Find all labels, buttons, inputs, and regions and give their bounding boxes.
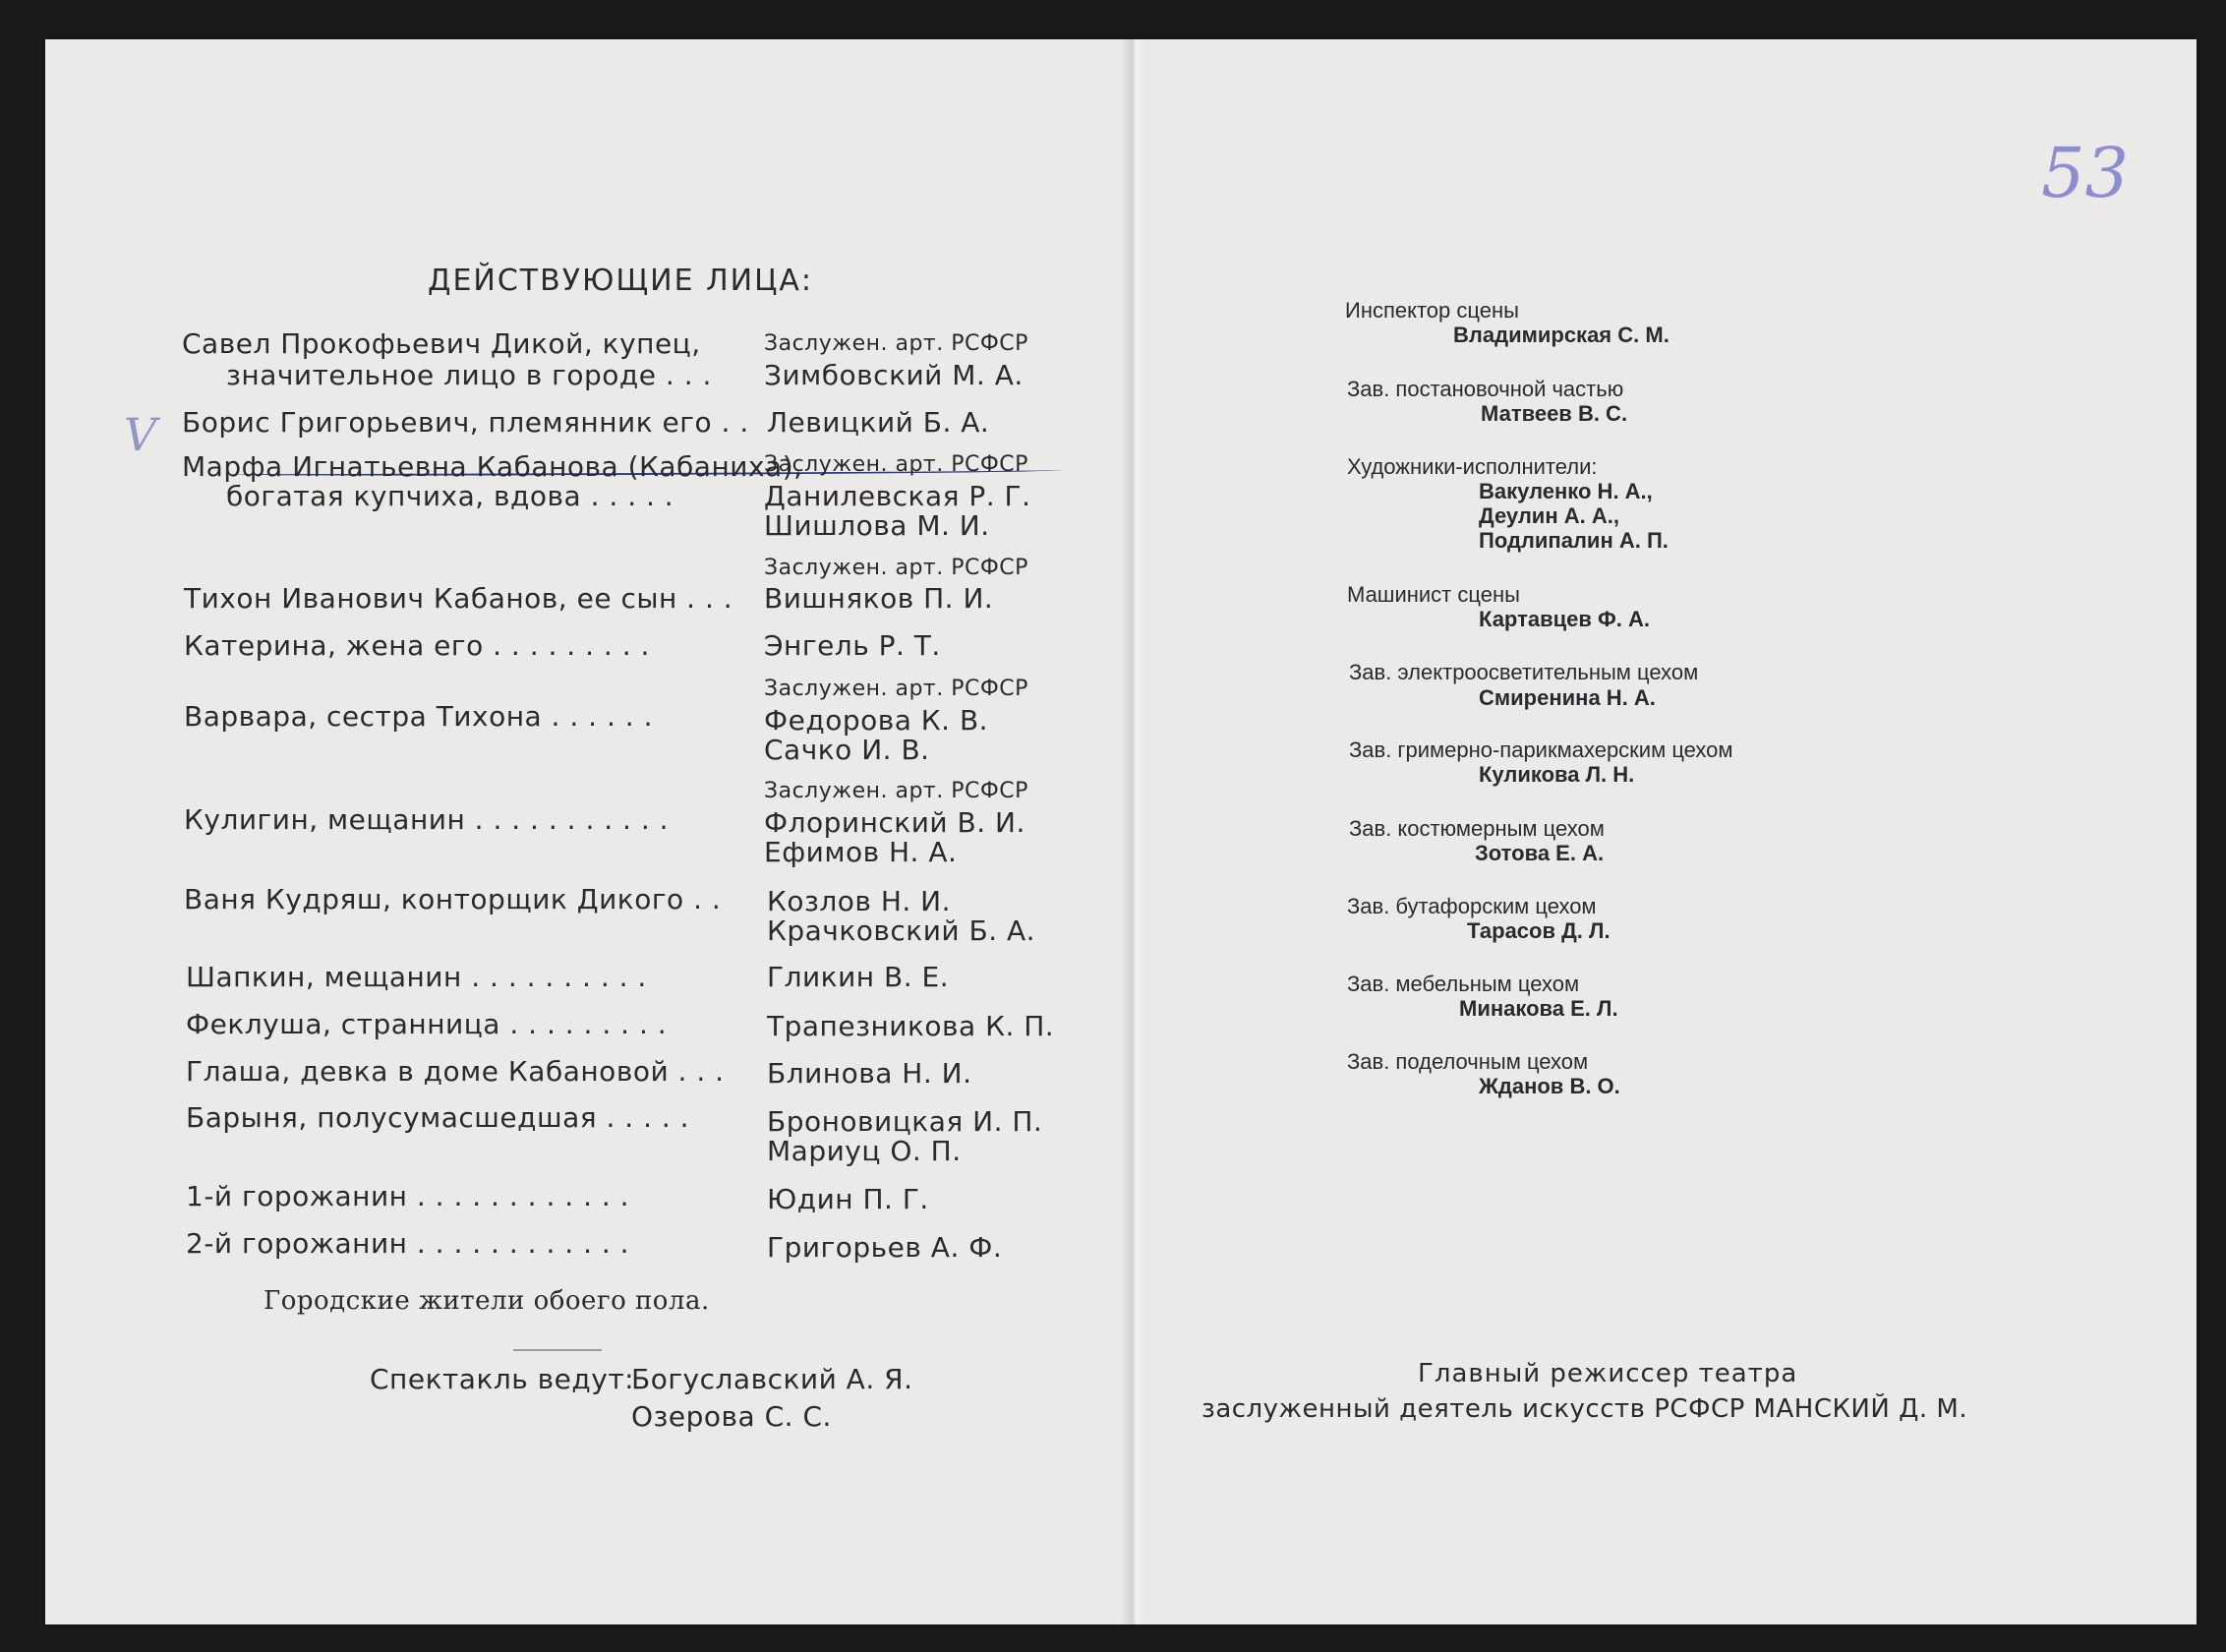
crew-name: Жданов В. О.	[1479, 1074, 1620, 1098]
director-title: Главный режиссер театра	[1418, 1359, 1798, 1388]
crew-name: Зотова Е. А.	[1475, 841, 1605, 865]
crew-title: Зав. электроосветительным цехом	[1349, 660, 1699, 684]
actor: Крачковский Б. А.	[767, 914, 1036, 947]
crew-title: Художники-исполнители:	[1347, 454, 1598, 479]
stage-manager: Озерова С. С.	[631, 1400, 832, 1433]
role-desc: значительное лицо в городе . . .	[226, 359, 712, 391]
actor: Федорова К. В.	[764, 704, 989, 737]
page-number-annotation: 53	[2041, 133, 2130, 213]
role: Шапкин, мещанин . . . . . . . . . .	[186, 961, 647, 993]
actor: Козлов Н. И.	[767, 885, 952, 917]
actor: Шишлова М. И.	[764, 509, 990, 542]
role: Савел Прокофьевич Дикой, купец,	[182, 327, 701, 360]
check-mark-annotation: V	[124, 408, 157, 461]
stage-managers-label: Спектакль ведут:	[370, 1363, 635, 1395]
actor-status: Заслужен. арт. РСФСР	[764, 779, 1028, 803]
actor: Флоринский В. И.	[764, 806, 1025, 839]
role: 1-й горожанин . . . . . . . . . . . .	[186, 1180, 630, 1212]
role: Тихон Иванович Кабанов, ее сын . . .	[184, 582, 733, 615]
actor: Сачко И. В.	[764, 734, 930, 766]
crew-name: Куликова Л. Н.	[1479, 762, 1635, 787]
cast-heading: ДЕЙСТВУЮЩИЕ ЛИЦА:	[428, 264, 814, 298]
director-credit: заслуженный деятель искусств РСФСР МАНСКИЙ Д. М.	[1201, 1394, 1968, 1424]
role: Феклуша, странница . . . . . . . . .	[186, 1008, 668, 1040]
role: Глаша, девка в доме Кабановой . . .	[186, 1055, 725, 1088]
role: Катерина, жена его . . . . . . . . .	[184, 629, 650, 662]
role: Борис Григорьевич, племянник его . .	[182, 406, 749, 439]
role: Кулигин, мещанин . . . . . . . . . . .	[184, 803, 670, 836]
actor: Энгель Р. Т.	[764, 629, 941, 662]
crew-name: Смиренина Н. А.	[1479, 685, 1656, 710]
crew-name: Владимирская С. М.	[1453, 323, 1670, 347]
actor: Юдин П. Г.	[767, 1183, 929, 1215]
crew-title: Зав. мебельным цехом	[1347, 972, 1580, 996]
crew-name: Тарасов Д. Л.	[1467, 918, 1611, 943]
role-desc: богатая купчиха, вдова . . . . .	[226, 480, 674, 512]
crew-title: Зав. поделочным цехом	[1347, 1049, 1589, 1074]
crew-title: Зав. постановочной частью	[1347, 377, 1624, 401]
actor: Вишняков П. И.	[764, 582, 994, 615]
actor-status: Заслужен. арт. РСФСР	[764, 452, 1028, 477]
actor-status: Заслужен. арт. РСФСР	[764, 556, 1028, 580]
crew-name: Подлипалин А. П.	[1479, 528, 1669, 553]
actor: Блинова Н. И.	[767, 1057, 972, 1090]
role: Барыня, полусумасшедшая . . . . .	[186, 1101, 690, 1134]
actor: Данилевская Р. Г.	[764, 480, 1031, 512]
role: Варвара, сестра Тихона . . . . . .	[184, 700, 653, 733]
crew-title: Инспектор сцены	[1345, 298, 1519, 323]
actor: Гликин В. Е.	[767, 961, 950, 993]
actor: Левицкий Б. А.	[767, 406, 990, 439]
actor-status: Заслужен. арт. РСФСР	[764, 677, 1028, 701]
actor: Трапезникова К. П.	[767, 1010, 1055, 1042]
actor: Броновицкая И. П.	[767, 1105, 1043, 1138]
role: 2-й горожанин . . . . . . . . . . . .	[186, 1227, 630, 1260]
crew-title: Зав. костюмерным цехом	[1349, 816, 1605, 841]
crew-name: Вакуленко Н. А.,	[1479, 479, 1653, 503]
crew-name: Минакова Е. Л.	[1459, 996, 1618, 1021]
role: Марфа Игнатьевна Кабанова (Кабаниха),	[182, 450, 803, 483]
actor: Зимбовский М. А.	[764, 359, 1024, 391]
role: Ваня Кудряш, конторщик Дикого . .	[184, 883, 722, 915]
crew-title: Машинист сцены	[1347, 582, 1520, 607]
crew-name: Матвеев В. С.	[1481, 401, 1628, 426]
crew-name: Картавцев Ф. А.	[1479, 607, 1651, 631]
crew-title: Зав. бутафорским цехом	[1347, 894, 1597, 918]
actor-status: Заслужен. арт. РСФСР	[764, 331, 1028, 356]
extras-note: Городские жители обоего пола.	[264, 1286, 710, 1316]
stage-manager: Богуславский А. Я.	[631, 1363, 913, 1395]
actor: Мариуц О. П.	[767, 1135, 962, 1167]
crew-name: Деулин А. А.,	[1479, 503, 1619, 528]
crew-title: Зав. гримерно-парикмахерским цехом	[1349, 738, 1733, 762]
actor: Ефимов Н. А.	[764, 836, 958, 868]
actor: Григорьев А. Ф.	[767, 1231, 1003, 1264]
divider	[513, 1349, 602, 1351]
